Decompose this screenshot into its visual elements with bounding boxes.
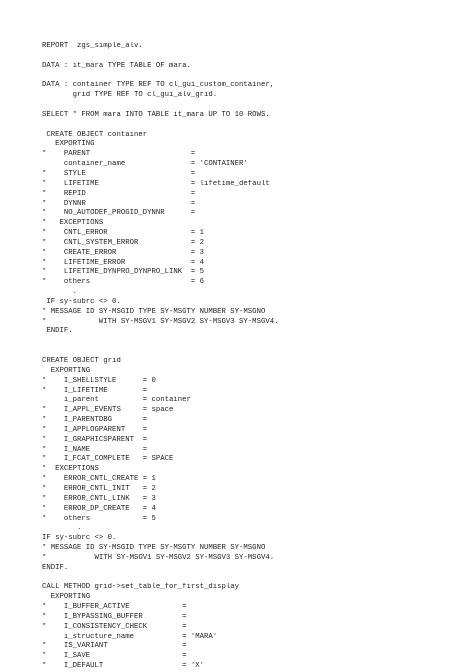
- code-line: ENDIF.: [42, 563, 69, 572]
- code-line: * PARENT =: [42, 150, 196, 159]
- code-line: * EXCEPTIONS: [42, 465, 99, 474]
- code-line: * NO_AUTODEF_PROGID_DYNNR =: [42, 209, 196, 218]
- code-line: * I_CONSISTENCY_CHECK =: [42, 622, 187, 631]
- code-line: IF sy-subrc <> 0.: [42, 297, 121, 306]
- code-line: DATA : it_mara TYPE TABLE OF mara.: [42, 61, 191, 70]
- code-line: [42, 574, 447, 584]
- code-line: .: [42, 524, 82, 533]
- code-line: i_parent = container: [42, 396, 191, 405]
- code-line: * I_LIFETIME =: [42, 386, 148, 395]
- code-line: * DYNNR =: [42, 199, 196, 208]
- code-line: REPORT zgs_simple_alv.: [42, 42, 143, 50]
- code-line: * I_SAVE =: [42, 652, 187, 661]
- code-line: * I_DEFAULT = 'X': [42, 662, 205, 671]
- code-line: * ERROR_CNTL_LINK = 3: [42, 494, 156, 503]
- code-line: [42, 337, 447, 347]
- code-line: * ERROR_CNTL_INIT = 2: [42, 484, 156, 493]
- code-line: * I_BUFFER_ACTIVE =: [42, 603, 187, 612]
- code-line: IF sy-subrc <> 0.: [42, 534, 117, 543]
- code-line: [42, 121, 447, 131]
- code-line: * I_BYPASSING_BUFFER =: [42, 612, 187, 621]
- code-line: * MESSAGE ID SY-MSGID TYPE SY-MSGTY NUMBER SY-MSGNO: [42, 307, 266, 316]
- code-line: container_name = 'CONTAINER': [42, 160, 248, 169]
- code-line: ENDIF.: [42, 327, 73, 336]
- code-line: DATA : container TYPE REF TO cl_gui_custom_container,: [42, 81, 275, 90]
- code-line: * ERROR_DP_CREATE = 4: [42, 504, 156, 513]
- code-line: * others = 5: [42, 514, 156, 523]
- code-line: * LIFETIME_DYNPRO_DYNPRO_LINK = 5: [42, 268, 205, 277]
- code-line: * LIFETIME = lifetime_default: [42, 179, 270, 188]
- code-line: * ERROR_CNTL_CREATE = 1: [42, 475, 156, 484]
- code-line: * REPID =: [42, 189, 196, 198]
- code-line: * others = 6: [42, 278, 205, 287]
- code-line: * CREATE_ERROR = 3: [42, 248, 205, 257]
- code-line: * I_SHELLSTYLE = 0: [42, 376, 156, 385]
- code-line: [42, 52, 447, 62]
- code-line: * I_FCAT_COMPLETE = SPACE: [42, 455, 174, 464]
- code-line: * MESSAGE ID SY-MSGID TYPE SY-MSGTY NUMBER SY-MSGNO: [42, 544, 266, 553]
- code-line: * CNTL_SYSTEM_ERROR = 2: [42, 238, 205, 247]
- code-line: SELECT * FROM mara INTO TABLE it_mara UP TO 10 ROWS.: [42, 110, 270, 119]
- abap-code-listing: [42, 42, 447, 672]
- code-line: * I_PARENTDBG =: [42, 416, 148, 425]
- code-line: CREATE OBJECT grid: [42, 357, 121, 365]
- code-line: [42, 101, 447, 111]
- code-line: * I_NAME =: [42, 445, 148, 454]
- code-line: * WITH SY-MSGV1 SY-MSGV2 SY-MSGV3 SY-MSGV4.: [42, 553, 275, 562]
- code-line: * I_APPLOGPARENT =: [42, 425, 148, 434]
- code-line: * STYLE =: [42, 169, 196, 178]
- code-line: EXPORTING: [42, 140, 95, 149]
- code-line: grid TYPE REF TO cl_gui_alv_grid.: [42, 91, 218, 100]
- code-line: * IS_VARIANT =: [42, 642, 187, 651]
- code-line: EXPORTING: [42, 593, 91, 602]
- code-line: * LIFETIME_ERROR = 4: [42, 258, 205, 267]
- code-line: CALL METHOD grid->set_table_for_first_display: [42, 583, 240, 592]
- code-line: CREATE OBJECT container: [42, 130, 148, 139]
- code-line: * WITH SY-MSGV1 SY-MSGV2 SY-MSGV3 SY-MSGV4.: [42, 317, 279, 326]
- code-line: * I_GRAPHICSPARENT =: [42, 435, 148, 444]
- code-line: i_structure_name = 'MARA': [42, 632, 218, 641]
- code-line: [42, 347, 447, 357]
- code-line: .: [42, 288, 78, 297]
- code-line: * CNTL_ERROR = 1: [42, 229, 205, 238]
- code-line: * I_APPL_EVENTS = space: [42, 406, 174, 415]
- code-line: EXPORTING: [42, 366, 91, 375]
- code-line: [42, 72, 447, 82]
- code-line: * EXCEPTIONS: [42, 219, 104, 228]
